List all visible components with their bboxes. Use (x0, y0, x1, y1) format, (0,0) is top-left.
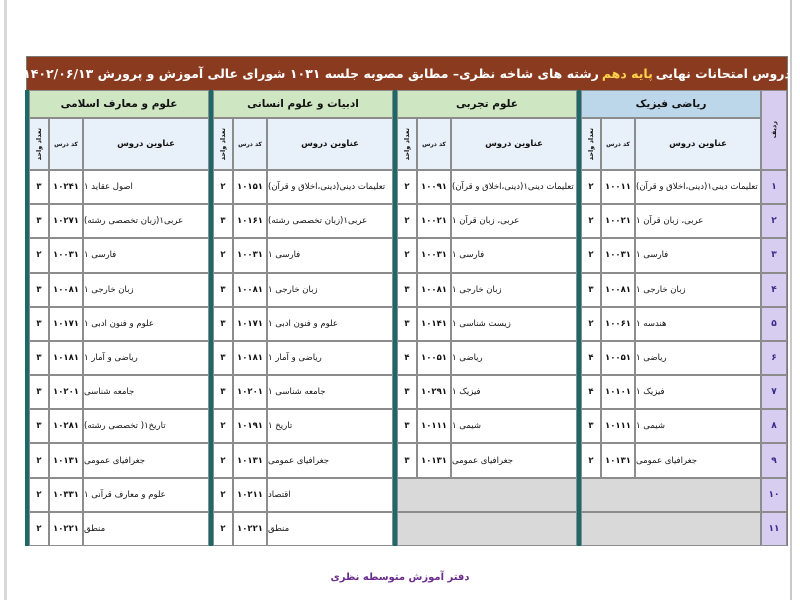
course-name: فارسی ۱ (83, 238, 209, 272)
course-name: تعلیمات دینی۱(دینی،اخلاق و قرآن) (451, 170, 577, 204)
course-units: ۲ (397, 204, 417, 238)
course-code: ۱۰۱۶۱ (233, 204, 267, 238)
course-units: ۲ (581, 204, 601, 238)
course-code: ۱۰۰۳۱ (417, 238, 451, 272)
course-code: ۱۰۱۱۱ (417, 409, 451, 443)
course-code: ۱۰۲۸۱ (49, 409, 83, 443)
course-units: ۳ (29, 409, 49, 443)
course-name: شیمی ۱ (635, 409, 761, 443)
row-index: ۸ (761, 409, 787, 443)
course-name: ریاضی ۱ (451, 341, 577, 375)
course-units: ۲ (29, 238, 49, 272)
course-name: ریاضی ۱ (635, 341, 761, 375)
course-name: تعلیمات دینی(دینی،اخلاق و قرآن) (267, 170, 393, 204)
column-header-course: عناوین دروس (451, 118, 577, 170)
course-code: ۱۰۱۷۱ (49, 307, 83, 341)
course-units: ۳ (29, 341, 49, 375)
course-units: ۳ (29, 204, 49, 238)
course-name: جغرافیای عمومی (83, 443, 209, 477)
row-index: ۶ (761, 341, 787, 375)
course-name: هندسه ۱ (635, 307, 761, 341)
course-units: ۳ (213, 204, 233, 238)
course-units: ۴ (581, 341, 601, 375)
course-name: شیمی ۱ (451, 409, 577, 443)
course-name: عربی، زبان قرآن ۱ (451, 204, 577, 238)
title-part-2: رشته های شاخه نظری– مطابق مصوبه جلسه ۱۰۳۱ شورای عالی آموزش و پرورش ۱۴۰۲/۰۶/۱۳ (23, 66, 599, 81)
course-name: جغرافیای عمومی (267, 443, 393, 477)
course-units: ۳ (29, 375, 49, 409)
course-code: ۱۰۳۳۱ (49, 478, 83, 512)
column-header-units-label: تعداد واحد (587, 127, 595, 161)
course-code: ۱۰۰۱۱ (601, 170, 635, 204)
course-name: زبان خارجی ۱ (451, 273, 577, 307)
course-code: ۱۰۱۴۱ (417, 307, 451, 341)
course-code: ۱۰۰۵۱ (417, 341, 451, 375)
row-index: ۳ (761, 238, 787, 272)
course-units: ۳ (581, 273, 601, 307)
course-code: ۱۰۰۸۱ (49, 273, 83, 307)
course-name: منطق (267, 512, 393, 546)
group-header: ادبیات و علوم انسانی (213, 90, 393, 118)
course-code: ۱۰۰۳۱ (49, 238, 83, 272)
course-code: ۱۰۱۸۱ (233, 341, 267, 375)
course-name: فارسی ۱ (267, 238, 393, 272)
course-name: عربی، زبان قرآن ۱ (635, 204, 761, 238)
course-code: ۱۰۰۳۱ (601, 238, 635, 272)
course-units: ۲ (581, 307, 601, 341)
column-header-code: کد درس (601, 118, 635, 170)
course-units: ۲ (213, 443, 233, 477)
exam-schedule-sheet (23, 56, 791, 546)
group-header: علوم و معارف اسلامی (29, 90, 209, 118)
row-index: ۲ (761, 204, 787, 238)
course-code: ۱۰۱۱۱ (601, 409, 635, 443)
course-code: ۱۰۱۳۱ (49, 443, 83, 477)
empty-cell (581, 512, 761, 546)
course-name: زیست شناسی ۱ (451, 307, 577, 341)
course-code: ۱۰۰۳۱ (233, 238, 267, 272)
row-index: ۱۰ (761, 478, 787, 512)
course-name: جامعه شناسی ۱ (267, 375, 393, 409)
course-name: فارسی ۱ (451, 238, 577, 272)
course-name: اقتصاد (267, 478, 393, 512)
row-index-header-label: ردیف (770, 121, 778, 139)
column-header-code: کد درس (233, 118, 267, 170)
group-header: علوم تجربی (397, 90, 577, 118)
column-header-units (29, 118, 49, 170)
course-name: ریاضی و آمار ۱ (267, 341, 393, 375)
course-name: ریاضی و آمار ۱ (83, 341, 209, 375)
course-name: منطق (83, 512, 209, 546)
course-units: ۳ (397, 307, 417, 341)
row-index: ۹ (761, 443, 787, 477)
window-left-border (4, 0, 7, 600)
empty-cell (581, 478, 761, 512)
column-header-units (581, 118, 601, 170)
course-units: ۲ (29, 443, 49, 477)
course-name: زبان خارجی ۱ (635, 273, 761, 307)
column-header-units-label: تعداد واحد (219, 127, 227, 161)
course-name: تاریخ۱( تخصصی رشته) (83, 409, 209, 443)
course-units: ۳ (29, 170, 49, 204)
sheet-title (23, 57, 791, 90)
course-name: تعلیمات دینی۱(دینی،اخلاق و قرآن) (635, 170, 761, 204)
row-index: ۱۱ (761, 512, 787, 546)
course-units: ۲ (213, 478, 233, 512)
row-index: ۵ (761, 307, 787, 341)
course-code: ۱۰۰۶۱ (601, 307, 635, 341)
course-units: ۴ (397, 341, 417, 375)
course-code: ۱۰۲۷۱ (49, 204, 83, 238)
course-units: ۲ (581, 443, 601, 477)
row-index: ۴ (761, 273, 787, 307)
column-header-units (213, 118, 233, 170)
course-name: فیزیک ۱ (451, 375, 577, 409)
row-index: ۱ (761, 170, 787, 204)
course-units: ۳ (213, 341, 233, 375)
courses-table (27, 90, 787, 546)
course-name: فیزیک ۱ (635, 375, 761, 409)
course-code: ۱۰۲۰۱ (233, 375, 267, 409)
course-code: ۱۰۲۹۱ (417, 375, 451, 409)
course-code: ۱۰۰۲۱ (601, 204, 635, 238)
course-units: ۳ (213, 307, 233, 341)
course-units: ۳ (213, 273, 233, 307)
course-units: ۲ (29, 478, 49, 512)
course-units: ۳ (29, 273, 49, 307)
title-highlight: پایه دهم (601, 66, 653, 81)
course-code: ۱۰۰۸۱ (417, 273, 451, 307)
course-units: ۲ (397, 170, 417, 204)
course-code: ۱۰۱۰۱ (601, 375, 635, 409)
course-code: ۱۰۲۱۱ (233, 478, 267, 512)
course-code: ۱۰۰۵۱ (601, 341, 635, 375)
course-name: عربی۱(زبان تخصصی رشته) (267, 204, 393, 238)
course-code: ۱۰۱۸۱ (49, 341, 83, 375)
course-code: ۱۰۲۴۱ (49, 170, 83, 204)
row-index: ۷ (761, 375, 787, 409)
course-units: ۲ (213, 238, 233, 272)
course-name: تاریخ ۱ (267, 409, 393, 443)
course-units: ۴ (581, 375, 601, 409)
course-name: علوم و فنون ادبی ۱ (267, 307, 393, 341)
course-name: فارسی ۱ (635, 238, 761, 272)
column-header-course: عناوین دروس (83, 118, 209, 170)
course-units: ۳ (29, 307, 49, 341)
course-units: ۳ (213, 375, 233, 409)
course-units: ۳ (397, 409, 417, 443)
course-name: جغرافیای عمومی (451, 443, 577, 477)
course-units: ۳ (581, 409, 601, 443)
course-units: ۲ (29, 512, 49, 546)
course-code: ۱۰۱۳۱ (601, 443, 635, 477)
title-part-1: دروس امتحانات نهایی (655, 66, 791, 81)
course-units: ۲ (213, 409, 233, 443)
course-code: ۱۰۱۳۱ (233, 443, 267, 477)
course-units: ۲ (213, 512, 233, 546)
course-code: ۱۰۱۳۱ (417, 443, 451, 477)
column-header-units-label: تعداد واحد (35, 127, 43, 161)
course-code: ۱۰۰۸۱ (233, 273, 267, 307)
course-code: ۱۰۲۲۱ (233, 512, 267, 546)
course-name: علوم و فنون ادبی ۱ (83, 307, 209, 341)
course-units: ۳ (397, 273, 417, 307)
column-header-code: کد درس (49, 118, 83, 170)
course-code: ۱۰۰۲۱ (417, 204, 451, 238)
column-header-course: عناوین دروس (267, 118, 393, 170)
column-header-course: عناوین دروس (635, 118, 761, 170)
course-units: ۲ (397, 238, 417, 272)
course-name: علوم و معارف قرآنی ۱ (83, 478, 209, 512)
course-units: ۲ (581, 238, 601, 272)
course-code: ۱۰۲۲۱ (49, 512, 83, 546)
course-code: ۱۰۰۹۱ (417, 170, 451, 204)
footer-office-name: دفتر آموزش متوسطه نظری (330, 572, 470, 583)
course-code: ۱۰۱۵۱ (233, 170, 267, 204)
course-units: ۲ (581, 170, 601, 204)
column-header-code: کد درس (417, 118, 451, 170)
course-name: اصول عقاید ۱ (83, 170, 209, 204)
column-header-units-label: تعداد واحد (403, 127, 411, 161)
course-name: عربی۱(زبان تخصصی رشته) (83, 204, 209, 238)
course-name: جامعه شناسی (83, 375, 209, 409)
course-name: زبان خارجی ۱ (267, 273, 393, 307)
course-units: ۳ (397, 375, 417, 409)
course-name: زبان خارجی ۱ (83, 273, 209, 307)
course-units: ۳ (397, 443, 417, 477)
row-index-header (761, 90, 787, 170)
course-code: ۱۰۱۹۱ (233, 409, 267, 443)
group-header: ریاضی فیزیک (581, 90, 761, 118)
course-units: ۲ (213, 170, 233, 204)
window-right-border (790, 0, 792, 600)
course-code: ۱۰۰۸۱ (601, 273, 635, 307)
column-header-units (397, 118, 417, 170)
empty-cell (397, 478, 577, 512)
course-code: ۱۰۱۷۱ (233, 307, 267, 341)
course-code: ۱۰۲۰۱ (49, 375, 83, 409)
empty-cell (397, 512, 577, 546)
course-name: جغرافیای عمومی (635, 443, 761, 477)
